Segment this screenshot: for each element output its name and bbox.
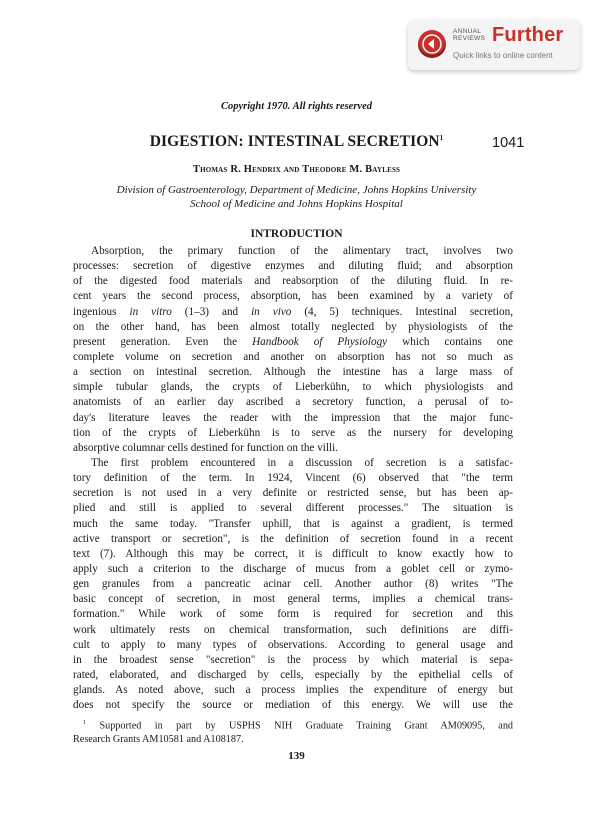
copyright-notice: Copyright 1970. All rights reserved	[221, 101, 372, 112]
body-line: of the digested food materials and reabsorption of the diluting fluid. In re-	[73, 275, 513, 288]
affiliation	[0, 183, 593, 211]
body-line: apply such a criterion to the discharge of mucus from a goblet cell or zymo-	[73, 562, 513, 575]
body-line: day's literature leaves the reader with the impression that the major func-	[73, 411, 513, 424]
body-line: tion of the crypts of Lieberkühn is to serve as the nursery for developing	[73, 426, 513, 439]
footnote-line-1: $^1$ Supported in part by USPHS NIH Graduate Training Grant AM09095, and	[83, 720, 514, 732]
body-line: present generation. Even the Handbook of Physiology which contains one	[73, 335, 513, 348]
body-line: active transport or secretion", is the definition of secretion found in a recent	[73, 532, 513, 545]
article-title-text: DIGESTION: INTESTINAL SECRETION	[149, 133, 440, 150]
body-line: gen granules from a pancreatic acinar cell. Another author (8) writes "The	[73, 578, 513, 591]
body-line: complete volume on secretion and another on absorption has not so much as	[73, 350, 513, 363]
annual-reviews-further-badge[interactable]	[408, 20, 580, 70]
body-line: cult to apply to many types of observations. According to general usage and	[73, 638, 513, 651]
footnote	[73, 716, 513, 747]
body-line: does not specify the source or mediation of this energy. We will use the	[73, 699, 513, 712]
body-line: Absorption, the primary function of the alimentary tract, involves two	[91, 245, 513, 257]
body-line: absorptive columnar cells destined for function on the villi.	[73, 441, 339, 454]
footnote-mark: 1	[83, 720, 86, 726]
body-line: ingenious in vitro (1–3) and in vivo (4, 5) techniques. Intestinal secretion,	[73, 305, 513, 318]
footnote-line-2: Research Grants AM10581 and A108187.	[73, 734, 244, 746]
body-line: processes: secretion of digestive enzymes and diluting fluid; and absorption	[73, 260, 513, 273]
body-line: in the broadest sense "secretion" is the process by which material is sepa-	[73, 653, 513, 666]
body-line: formation." While work of some form is required for secretion and this	[73, 608, 513, 621]
body-line: text (7). Although this may be correct, it is difficult to know exactly how to	[73, 547, 513, 560]
page-number-top: 1041	[492, 135, 525, 151]
body-line: rated, elaborated, and discharged by cells, especially by the epithelial cells of	[73, 668, 513, 681]
badge-subtitle: Quick links to online content	[453, 51, 553, 60]
body-line: basic concept of secretion, in most general terms, implies a chemical trans-	[73, 593, 513, 606]
body-line: a section on intestinal secretion. Although the intestine has a large mass of	[73, 366, 513, 379]
body-line: plied and still is applied to several different processes." The situation is	[73, 502, 513, 515]
body-line: on the other hand, has been almost totally neglected by physiologists of the	[73, 320, 513, 333]
further-play-icon	[418, 30, 446, 58]
body-line: anatomists of an earlier day ascribed a secretory function, a perusal of to-	[73, 396, 513, 409]
section-heading: INTRODUCTION	[250, 228, 343, 240]
badge-publisher: ANNUAL REVIEWS	[453, 28, 486, 42]
body-line: work ultimately rests on chemical transformation, such definitions are diffi-	[73, 623, 513, 636]
body-line: tory definition of the term. In 1924, Vincent (6) observed that "the term	[73, 472, 513, 485]
badge-title: Further	[492, 24, 564, 46]
affiliation-line-2: School of Medicine and Johns Hopkins Hospital	[190, 198, 403, 210]
page-number-bottom: 139	[288, 750, 305, 762]
body-line: simple tubular glands, the crypts of Lieberkühn, to which physiologists and	[73, 381, 513, 394]
body-line: glands. As noted above, such a process implies the expenditure of energy but	[73, 684, 513, 697]
title-footnote-mark: 1	[439, 133, 444, 142]
authors: Thomas R. Hendrix and Theodore M. Bayless	[192, 164, 401, 175]
body-line: much the same today. "Transfer uphill, that is against a gradient, is termed	[73, 517, 513, 530]
body-line: secretion is not used in a very definite or restricted sense, but has been ap-	[73, 487, 513, 500]
affiliation-line-1: Division of Gastroenterology, Department of Medicine, Johns Hopkins University	[116, 184, 477, 196]
body-line: cent years the second process, absorption, has been examined by a variety of	[73, 290, 513, 303]
body-line: The first problem encountered in a discussion of secretion is a satisfac-	[91, 456, 513, 469]
body-text	[73, 244, 513, 713]
